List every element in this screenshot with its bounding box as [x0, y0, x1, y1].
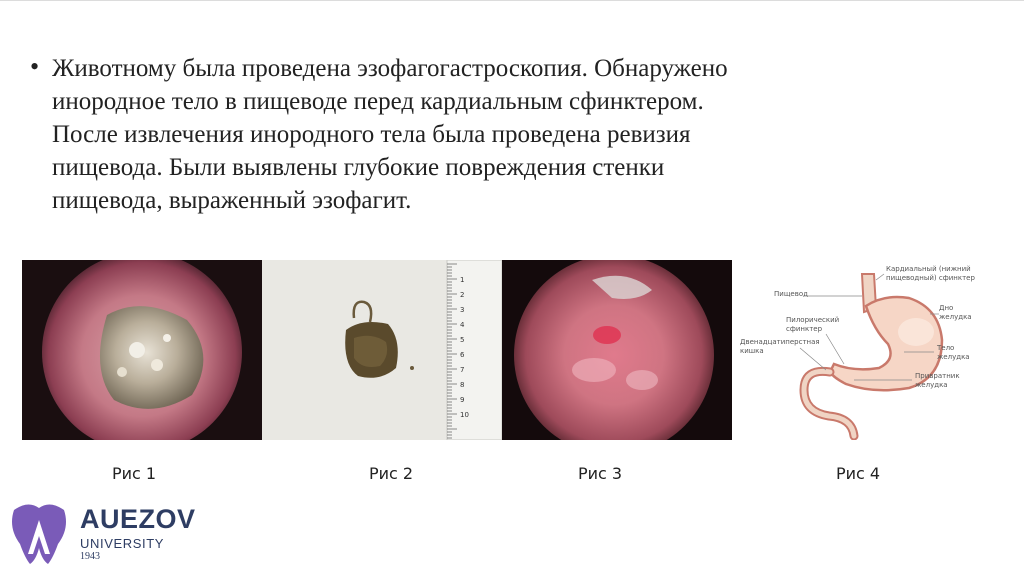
text-line: После извлечения инородного тела была проведена ревизия [52, 121, 691, 148]
caption-fig-3: Рис 3 [577, 464, 623, 483]
label-pylorus-2: желудка [915, 381, 948, 389]
text-line: инородное тело в пищеводе перед кардиальным сфинктером. [52, 88, 704, 115]
bullet-marker: • [30, 52, 40, 81]
label-fundus: Дно [939, 304, 954, 312]
top-divider [0, 0, 1024, 1]
label-duodenum: Двенадцатиперстная [740, 338, 820, 346]
caption-fig-4: Рис 4 [835, 464, 881, 483]
ruler-number: 1 [460, 276, 465, 284]
ruler-number: 5 [460, 336, 465, 344]
label-pyloric-sphincter: Пилорический [786, 316, 840, 324]
label-pyloric-sphincter-2: сфинктер [786, 325, 823, 333]
text-line: пищевода. Были выявлены глубокие повреждения стенки [52, 154, 665, 181]
ruler-number: 2 [460, 291, 465, 299]
university-logo [8, 500, 238, 570]
ruler-number: 9 [460, 396, 465, 404]
label-body-2: желудка [937, 353, 970, 361]
ruler-number: 4 [460, 321, 465, 329]
label-cardiac-sphincter-2: пищеводный) сфинктер [886, 274, 975, 282]
paragraph [52, 52, 912, 217]
figure-3-endoscopy [502, 260, 732, 440]
ruler-number: 10 [460, 411, 469, 419]
logo-year: 1943 [80, 551, 100, 562]
caption-fig-2: Рис 2 [368, 464, 414, 483]
label-esophagus: Пищевод [774, 290, 808, 298]
figure-2-foreign-body [262, 260, 502, 440]
ruler-number: 7 [460, 366, 465, 374]
text-line: пищевода, выраженный эзофагит. [52, 187, 412, 214]
endoscopy-image-3 [502, 260, 732, 440]
caption-fig-1: Рис 1 [111, 464, 157, 483]
logo-subtitle: UNIVERSITY [80, 536, 165, 551]
label-duodenum-2: кишка [740, 347, 764, 355]
label-fundus-2: желудка [939, 313, 972, 321]
logo-name: AUEZOV [80, 504, 196, 534]
label-body: Тело [937, 344, 955, 352]
label-pylorus: Привратник [915, 372, 960, 380]
stomach-diagram [734, 260, 984, 440]
ruler-number: 6 [460, 351, 465, 359]
ruler-number: 8 [460, 381, 465, 389]
foreign-body-photo [262, 260, 502, 440]
figure-1-endoscopy [22, 260, 262, 440]
endoscopy-image-1 [22, 260, 262, 440]
label-cardiac-sphincter: Кардиальный (нижний [886, 265, 971, 273]
text-line: Животному была проведена эзофагогастроскопия. Обнаружено [52, 55, 728, 82]
ruler-number: 3 [460, 306, 465, 314]
tooth-logo-icon [8, 500, 70, 566]
figure-4-stomach-diagram [734, 260, 984, 440]
